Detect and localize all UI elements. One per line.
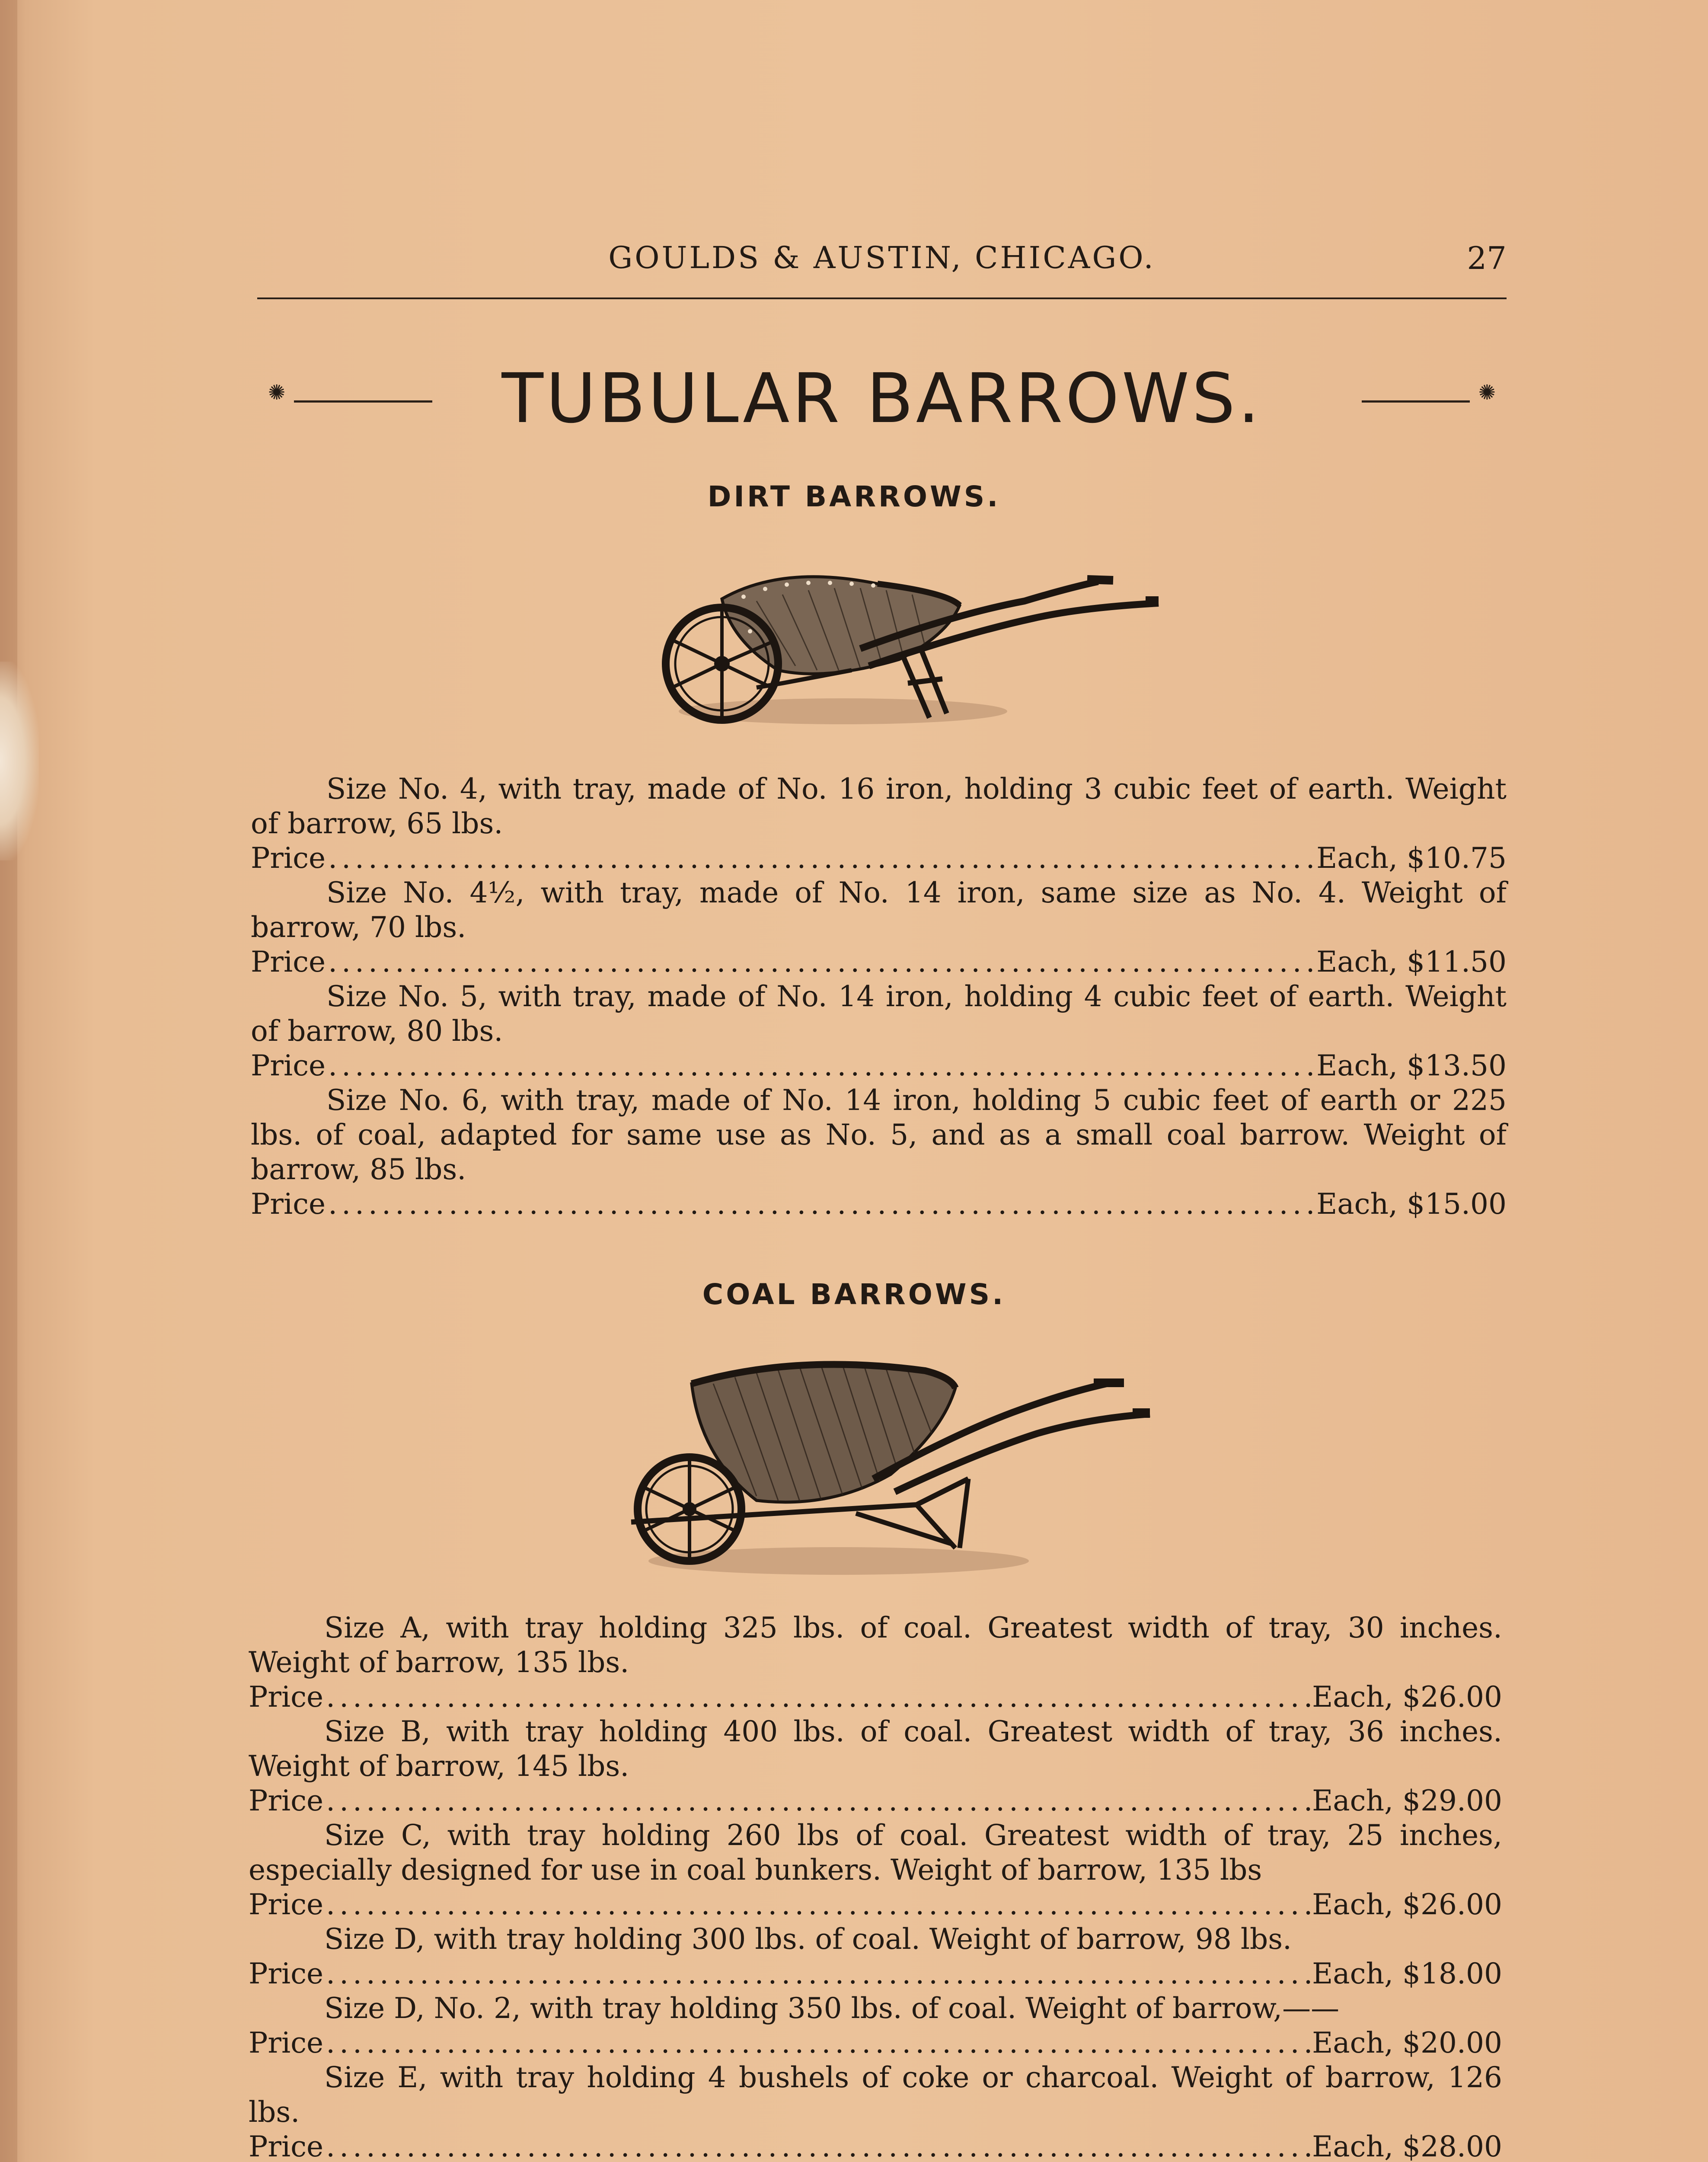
coal-barrows-list	[249, 1611, 1502, 2162]
running-title: GOULDS & AUSTIN, CHICAGO.	[608, 240, 1156, 275]
price-value: Each, $18.00	[1312, 1957, 1502, 1990]
list-item: Size B, with tray holding 400 lbs. of coal. Greatest width of tray, 36 inches. Weight of barrow, 145 lbs.	[249, 1715, 1502, 1783]
price-line	[249, 1957, 1502, 1991]
dirt-barrows-list	[251, 772, 1507, 1222]
running-header	[257, 240, 1507, 275]
list-item: Size No. 6, with tray, made of No. 14 iron, holding 5 cubic feet of earth or 225 lbs. of coal, adapted for same use as No. 5, and as a small coal barrow. Weight of barrow, 85 lbs.	[251, 1084, 1507, 1186]
list-item: Size D, No. 2, with tray holding 350 lbs. of coal. Weight of barrow,——	[324, 1992, 1340, 2025]
dot-leader	[323, 2130, 1312, 2162]
price-value: Each, $28.00	[1312, 2130, 1502, 2162]
price-value: Each, $11.50	[1316, 945, 1507, 979]
price-label: Price	[249, 1784, 324, 1817]
title-row	[268, 359, 1496, 437]
price-label: Price	[249, 2026, 324, 2060]
price-line	[251, 841, 1507, 876]
title-right-rule	[1362, 400, 1470, 403]
dot-leader	[326, 841, 1316, 876]
left-ornament-icon: ✺	[268, 381, 286, 405]
list-item: Size No. 4, with tray, made of No. 16 iron, holding 3 cubic feet of earth. Weight of barrow, 65 lbs.	[251, 772, 1507, 840]
price-value: Each, $15.00	[1316, 1187, 1507, 1221]
price-label: Price	[251, 1187, 326, 1221]
paper-tear	[0, 662, 39, 860]
price-label: Price	[249, 1680, 324, 1714]
coal-barrow-illustration	[614, 1345, 1159, 1578]
list-item: Size D, with tray holding 300 lbs. of coal. Weight of barrow, 98 lbs.	[324, 1922, 1292, 1956]
dot-leader	[326, 1049, 1316, 1083]
dot-leader	[326, 1187, 1316, 1222]
list-item: Size No. 4½, with tray, made of No. 14 iron, same size as No. 4. Weight of barrow, 70 lbs.	[251, 876, 1507, 944]
list-item: Size No. 5, with tray, made of No. 14 iron, holding 4 cubic feet of earth. Weight of barrow, 80 lbs.	[251, 980, 1507, 1048]
page-title: TUBULAR BARROWS.	[501, 359, 1262, 438]
dirt-barrow-illustration	[601, 540, 1163, 731]
header-rule	[257, 297, 1507, 299]
price-line	[249, 1784, 1502, 1818]
price-value: Each, $26.00	[1312, 1888, 1502, 1921]
dot-leader	[323, 1957, 1312, 1991]
dirt-barrows-heading: DIRT BARROWS.	[707, 480, 1001, 513]
price-label: Price	[251, 841, 326, 875]
dot-leader	[323, 2026, 1312, 2060]
price-line	[249, 2130, 1502, 2162]
dot-leader	[323, 1680, 1312, 1714]
price-value: Each, $20.00	[1312, 2026, 1502, 2060]
price-value: Each, $13.50	[1316, 1049, 1507, 1082]
list-item: Size A, with tray holding 325 lbs. of coal. Greatest width of tray, 30 inches. Weight of barrow, 135 lbs.	[249, 1611, 1502, 1679]
price-line	[249, 1887, 1502, 1922]
price-line	[249, 2026, 1502, 2060]
right-ornament-icon: ✺	[1478, 381, 1496, 405]
price-label: Price	[249, 1888, 324, 1921]
price-line	[251, 945, 1507, 979]
price-value: Each, $10.75	[1316, 841, 1507, 875]
list-item: Size E, with tray holding 4 bushels of coke or charcoal. Weight of barrow, 126 lbs.	[249, 2061, 1502, 2129]
page-number: 27	[1467, 240, 1507, 276]
dot-leader	[326, 945, 1316, 979]
price-line	[251, 1049, 1507, 1083]
price-value: Each, $26.00	[1312, 1680, 1502, 1714]
coal-barrows-heading: COAL BARROWS.	[702, 1278, 1006, 1311]
binding-shadow	[0, 0, 17, 2162]
price-label: Price	[251, 1049, 326, 1082]
price-line	[251, 1187, 1507, 1222]
price-label: Price	[249, 2130, 324, 2162]
price-label: Price	[251, 945, 326, 979]
price-value: Each, $29.00	[1312, 1784, 1502, 1817]
price-line	[249, 1680, 1502, 1714]
price-label: Price	[249, 1957, 324, 1990]
dot-leader	[323, 1887, 1312, 1922]
dot-leader	[323, 1784, 1312, 1818]
list-item: Size C, with tray holding 260 lbs of coal. Greatest width of tray, 25 inches, especially designed for use in coal bunkers. Weight of barrow, 135 lbs	[249, 1819, 1502, 1887]
